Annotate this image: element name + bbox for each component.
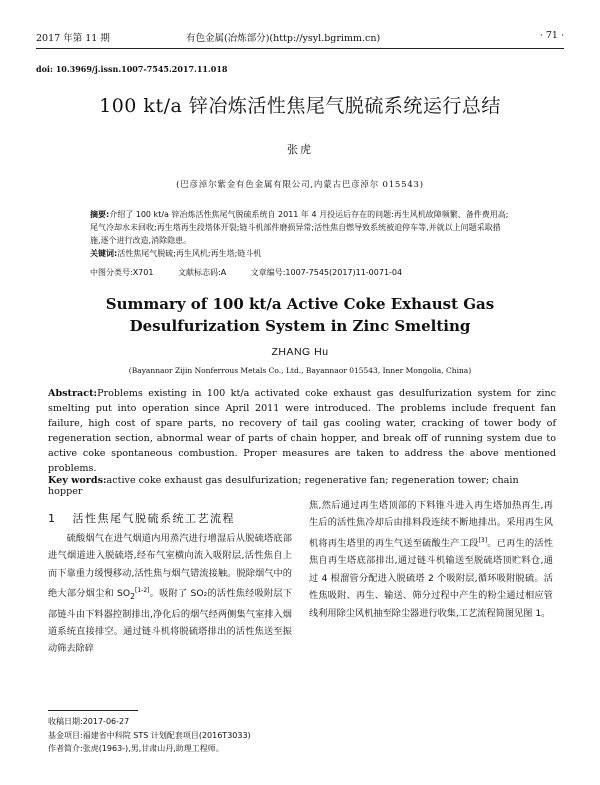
abstract-cn-text: 介绍了 100 kt/a 锌冶炼活性焦尾气脱硫系统自 2011 年 4 月投运后存在的问题:再生风机故障频繁、备件费用高;尾气冷却水未回收;再生塔再生段塔体开裂;链斗机部件磨损异常;活性焦自燃导致系统被迫停车等,并就以上问题采取措施,逐个进行改造,消除隐患。 [90,210,509,245]
section-title: 活性焦尾气脱硫系统工艺流程 [72,512,235,525]
section-heading [48,510,235,526]
running-header [36,30,564,46]
keywords-en-label: Key words: [48,475,107,486]
title-cn: 100 kt/a 锌冶炼活性焦尾气脱硫系统运行总结 [99,95,501,117]
received-date: 收稿日期:2017-06-27 [48,717,130,726]
clc-number: 中图分类号:X701 [90,268,154,277]
title-en [0,293,600,337]
title-en-line1: Summary of 100 kt/a Active Coke Exhaust Gas [105,295,495,313]
author-bio: 作者简介:张虎(1963-),男,甘肃山丹,助理工程师。 [48,744,224,753]
affiliation-cn: (巴彦淖尔紫金有色金属有限公司,内蒙古巴彦淖尔 015543) [176,180,424,190]
issue-label: 2017 年第 11 期 [36,33,110,44]
header-rule [36,48,564,49]
keywords-cn-label: 关键词: [90,249,118,258]
title-en-line2: Desulfurization System in Zinc Smelting [129,317,471,335]
doi: doi: 10.3969/j.issn.1007-7545.2017.11.018 [36,64,228,74]
abstract-en-text: Problems existing in 100 kt/a activated coke exhaust gas desulfurization system for zinc smelting put into operation since April 2011 were introduced. The problems include frequent fan failure, high cost of spare parts, no recovery of tail gas cooling water, cracking of tower body of regeneration section, abnormal wear of parts of chain hopper, and break off of running system due to active coke spontaneous combustion. Proper measures are taken to address the above mentioned problems. [48,388,556,474]
citation-3: [3] [478,536,488,544]
keywords-en-block [48,475,556,497]
right-para-part2: 。已再生的活性焦自再生塔底部排出,通过链斗机输送至脱硫塔顶贮料仓,通过 4 根溜管分配进入脱硫塔 2 个吸附层,循环吸附脱硫。活性焦吸附、再生、输送、筛分过程中产生的粉尘通过相应管线利用除尘风机抽至除尘器进行收集,工艺流程简图见图 1。 [309,537,554,619]
abstract-en [48,386,556,476]
keywords-cn: 活性焦尾气脱硫;再生风机;再生塔;链斗机 [117,249,262,258]
section-number: 1 [48,512,57,525]
left-para-part2: 。吸附了 SO₂的活性焦经吸附层下部链斗由下料器控制排出,净化后的烟气经两侧集气室排入烟道系统直接排空。通过链斗机将脱硫塔排出的活性焦送至振动筛去除碎 [48,588,293,655]
abstract-cn-label: 摘要: [90,210,110,219]
author-cn: 张虎 [287,143,313,156]
body-column-right [309,497,553,622]
fund-info: 基金项目:福建省中科院 STS 计划配套项目(2016T3033) [48,730,251,740]
abstract-cn [90,208,510,260]
so2-subscript: 2 [130,592,135,602]
right-para-part1: 焦,然后通过再生塔顶部的下料锥斗进入再生塔加热再生,再生后的活性焦冷却后由排料段连续不断地排出。采用再生风机将再生塔里的再生气送至硫酸生产工段 [309,500,553,549]
footnote-rule [48,710,138,711]
article-number: 文章编号:1007-7545(2017)11-0071-04 [250,268,403,277]
left-para-part1: 硫酸烟气在进气烟道内用蒸汽进行增湿后从脱硫塔底部进气烟道进入脱硫塔,经布气室横向流入吸附层,活性焦自上而下靠重力缓慢移动,活性焦与烟气错流接触。脱除烟气中的绝大部分烟尘和 SO [48,533,292,600]
classification-meta [90,267,510,278]
abstract-en-label: Abstract: [48,388,98,399]
affiliation-en: (Bayannaor Zijin Nonferrous Metals Co., Ltd., Bayannaor 015543, Inner Mongolia, China) [128,366,472,375]
footnote [48,715,251,756]
body-column-left [48,530,292,658]
keywords-en: active coke exhaust gas desulfurization; regenerative fan; regeneration tower; chain hopper [48,475,519,497]
author-en: ZHANG Hu [271,346,329,358]
doc-code: 文献标志码:A [178,268,227,277]
journal-name: 有色金属(冶炼部分)(http://ysyl.bgrimm.cn) [186,33,381,44]
page-number: · 71 · [539,30,564,41]
citation-1-2: [1-2] [135,587,150,595]
